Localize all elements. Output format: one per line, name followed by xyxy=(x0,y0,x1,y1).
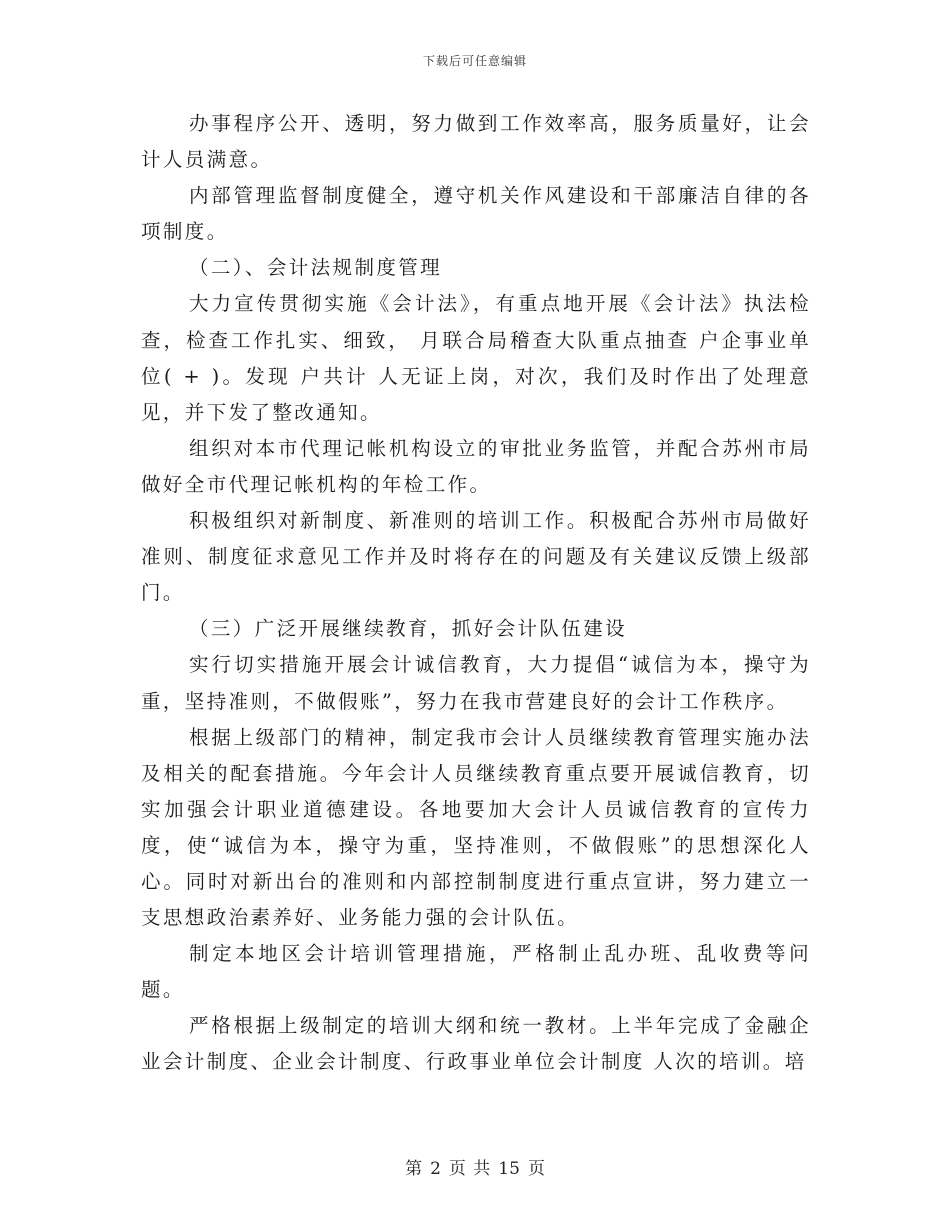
document-body xyxy=(141,106,811,1081)
section-heading: （三）广泛开展继续教育，抓好会计队伍建设 xyxy=(189,617,628,641)
paragraph: 办事程序公开、透明，努力做到工作效率高，服务质量好，让会计人员满意。 xyxy=(141,112,811,172)
page-total: 15 xyxy=(498,1159,520,1179)
paragraph: 制定本地区会计培训管理措施，严格制止乱办班、乱收费等问题。 xyxy=(141,942,811,1002)
paragraph: 实行切实措施开展会计诚信教育，大力提倡“诚信为本，操守为重，坚持准则，不做假账”，努力在我市营建良好的会计工作秩序。 xyxy=(141,653,811,713)
paragraph: 积极组织对新制度、新准则的培训工作。积极配合苏州市局做好准则、制度征求意见工作并及时将存在的问题及有关建议反馈上级部门。 xyxy=(141,509,811,605)
paragraph: 大力宣传贯彻实施《会计法》，有重点地开展《会计法》执法检查，检查工作扎实、细致， 月联合局稽查大队重点抽查 户企事业单位( + )。发现 户共计 人无证上岗，对次，我们及时作出了处理意见，并下发了整改通知。 xyxy=(141,292,811,424)
page-footer xyxy=(0,1154,950,1179)
paragraph: 严格根据上级制定的培训大纲和统一教材。上半年完成了金融企业会计制度、企业会计制度、行政事业单位会计制度 人次的培训。培 xyxy=(141,1014,811,1074)
footer-prefix: 第 xyxy=(405,1159,423,1179)
page-header: 下载后可任意编辑 xyxy=(422,54,527,68)
paragraph: 组织对本市代理记帐机构设立的审批业务监管，并配合苏州市局做好全市代理记帐机构的年检工作。 xyxy=(141,436,811,496)
section-heading: （二）、会计法规制度管理 xyxy=(189,256,443,280)
paragraph: 内部管理监督制度健全，遵守机关作风建设和干部廉洁自律的各项制度。 xyxy=(141,184,811,244)
footer-suffix: 页 xyxy=(527,1159,545,1179)
page-number: 2 xyxy=(430,1159,441,1179)
paragraph: 根据上级部门的精神，制定我市会计人员继续教育管理实施办法及相关的配套措施。今年会计人员继续教育重点要开展诚信教育，切实加强会计职业道德建设。各地要加大会计人员诚信教育的宣传力度，使“诚信为本，操守为重，坚持准则，不做假账”的思想深化人心。同时对新出台的准则和内部控制制度进行重点宣讲，努力建立一支思想政治素养好、业务能力强的会计队伍。 xyxy=(141,725,811,930)
footer-middle: 页 共 xyxy=(448,1159,491,1179)
